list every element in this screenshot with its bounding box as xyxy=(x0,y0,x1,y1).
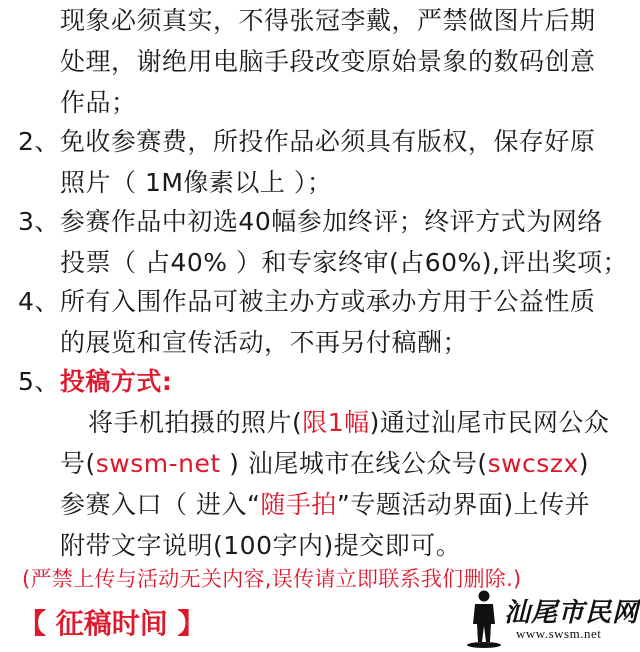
account-id-swsm: swsm-net xyxy=(95,449,221,478)
rule-5-line-4: 附带文字说明(100字内)提交即可。 xyxy=(60,531,462,560)
watermark-logo-text: 汕尾市民网 xyxy=(504,598,640,628)
rule-2-line-1 xyxy=(18,123,595,161)
rule-5-line-1 xyxy=(88,404,609,442)
rule-1-line-1: 现象必须真实，不得张冠李戴，严禁做图片后期 xyxy=(60,6,596,35)
standing-figure-icon xyxy=(464,588,504,648)
rule-1-line-2: 处理，谢绝用电脑手段改变原始景象的数码创意 xyxy=(60,47,596,76)
warning-note: (严禁上传与活动无关内容,误传请立即联系我们删除.) xyxy=(22,567,522,591)
rule-5-text: 参赛入口（ 进入“ xyxy=(60,490,261,519)
rule-4-number: 4、 xyxy=(18,287,60,316)
rule-5-heading: 投稿方式: xyxy=(59,367,173,396)
rule-3-number: 3、 xyxy=(18,207,60,236)
rule-5-text: 将手机拍摄的照片( xyxy=(88,408,303,437)
site-watermark xyxy=(464,588,640,648)
rule-5-line-3 xyxy=(60,486,590,524)
rule-2-text-1: 免收参赛费，所投作品必须具有版权，保存好原 xyxy=(59,127,596,156)
rule-5-text: 号( xyxy=(60,449,96,478)
topic-name: 随手拍 xyxy=(260,490,337,519)
rule-3-text-1: 参赛作品中初选40幅参加终评；终评方式为网络 xyxy=(59,207,603,236)
rule-1-line-3: 作品； xyxy=(60,88,137,117)
rule-2-line-2: 照片（ 1M像素以上 ）； xyxy=(60,168,333,197)
section-title: 【 征稿时间 】 xyxy=(18,607,206,640)
rule-4-line-2: 的展览和宣传活动，不再另付稿酬； xyxy=(60,328,469,357)
rule-4-text-1: 所有入围作品可被主办方或承办方用于公益性质 xyxy=(59,287,596,316)
rule-3-line-2: 投票（ 占40% ）和专家终审(占60%),评出奖项； xyxy=(60,248,628,277)
rule-2-number: 2、 xyxy=(18,127,60,156)
photo-limit-text: 限1幅 xyxy=(302,408,370,437)
rule-5-text: ”专题活动界面)上传并 xyxy=(336,490,591,519)
rule-5-number: 5、 xyxy=(18,367,60,396)
watermark-url: www.swsm.net xyxy=(516,626,602,641)
rule-5-line-2 xyxy=(60,445,589,483)
rule-3-line-1 xyxy=(18,203,603,241)
rule-5-heading-line xyxy=(18,363,172,401)
rule-5-text: ) xyxy=(578,449,590,478)
rule-4-line-1 xyxy=(18,283,595,321)
account-id-swcszx: swcszx xyxy=(487,449,579,478)
rule-5-text: )通过汕尾市民网公众 xyxy=(369,408,610,437)
rule-5-text: ) 汕尾城市在线公众号( xyxy=(220,449,488,478)
